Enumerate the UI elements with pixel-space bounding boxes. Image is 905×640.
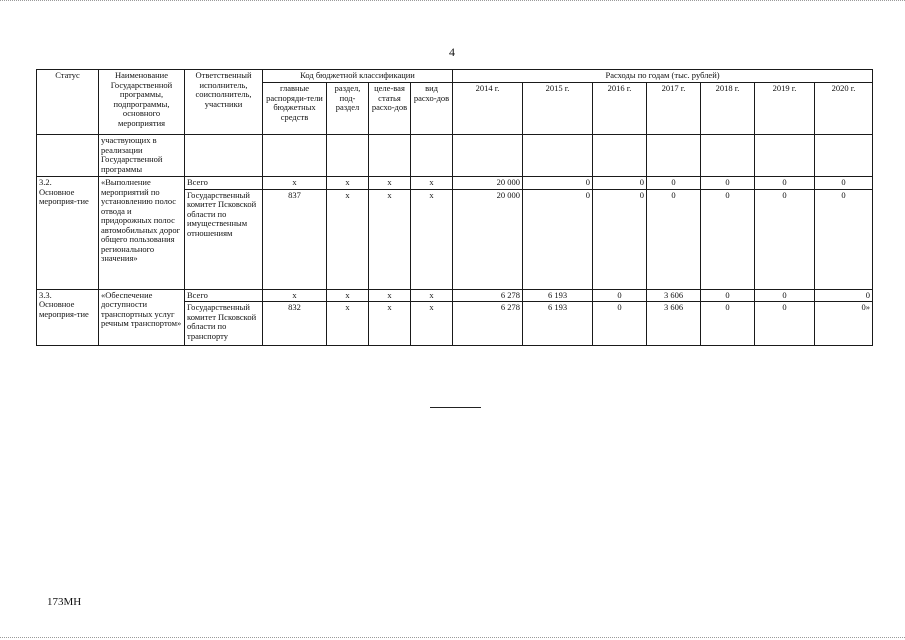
header-year: 2016 г. [593,83,647,135]
kbk-vr: х [411,177,453,190]
value-2020: 0» [815,302,873,346]
budget-table [36,69,873,346]
header-responsible: Ответственный исполнитель, соисполнитель, участники [185,70,263,135]
kbk-csr: х [369,289,411,302]
kbk-grbs: х [263,289,327,302]
header-year: 2018 г. [701,83,755,135]
value-2020: 0 [815,189,873,289]
carryover-row [37,135,873,177]
value-2017: 3 606 [647,302,701,346]
value-2019: 0 [755,302,815,346]
value-2019: 0 [755,177,815,190]
status-number: 3.2. [39,177,52,187]
document-code: 173МН [47,596,82,608]
header-year: 2015 г. [523,83,593,135]
responsible-executor: Государственный комитет Псковской области по имущественным отношениям [185,189,263,289]
kbk-vr: х [411,189,453,289]
value-2018: 0 [701,177,755,190]
header-kbk-rzpr: раздел, под-раздел [327,83,369,135]
header-kbk-vr: вид расхо-дов [411,83,453,135]
kbk-csr: х [369,189,411,289]
status-number: 3.3. [39,289,52,300]
responsible-executor: Государственный комитет Псковской области по транспорту [185,302,263,346]
kbk-rzpr: х [327,177,369,190]
measure-name: «Обеспечение доступности транспортных услуг речным транспортом» [99,289,185,346]
kbk-grbs: 837 [263,189,327,289]
kbk-csr: х [369,177,411,190]
value-2017: 0 [647,177,701,190]
value-2020: 0 [815,177,873,190]
status-cell [37,289,99,346]
value-2015: 6 193 [523,302,593,346]
value-2018: 0 [701,289,755,302]
header-year: 2017 г. [647,83,701,135]
carryover-name: участвующих в реализации Государственной программы [99,135,185,177]
kbk-grbs: 832 [263,302,327,346]
kbk-rzpr: х [327,289,369,302]
header-year: 2019 г. [755,83,815,135]
header-kbk-csr: целе-вая статья расхо-дов [369,83,411,135]
value-2016: 0 [593,289,647,302]
value-2017: 0 [647,189,701,289]
value-2017: 3 606 [647,289,701,302]
value-2020: 0 [815,289,873,302]
carryover-empty [37,135,99,177]
table-row [37,177,873,190]
responsible-total: Всего [185,289,263,302]
status-cell [37,177,99,290]
value-2014: 6 278 [453,289,523,302]
kbk-csr: х [369,302,411,346]
responsible-total: Всего [185,177,263,190]
kbk-rzpr: х [327,189,369,289]
kbk-vr: х [411,302,453,346]
page-edge-bottom [0,637,905,638]
header-name: Наименование Государственной программы, подпрограммы, основного мероприятия [99,70,185,135]
header-status: Статус [37,70,99,135]
status-type: Основное мероприя-тие [39,299,89,319]
table-row [37,289,873,302]
end-divider [430,407,481,408]
value-2016: 0 [593,302,647,346]
header-year: 2020 г. [815,83,873,135]
header-kbk: Код бюджетной классификации [263,70,453,83]
value-2014: 6 278 [453,302,523,346]
kbk-grbs: х [263,177,327,190]
value-2015: 6 193 [523,289,593,302]
value-2015: 0 [523,189,593,289]
header-kbk-grbs: главные распоряди-тели бюджетных средств [263,83,327,135]
kbk-vr: х [411,289,453,302]
value-2016: 0 [593,189,647,289]
page-edge-top [0,0,905,1]
value-2014: 20 000 [453,189,523,289]
header-expenses: Расходы по годам (тыс. рублей) [453,70,873,83]
value-2015: 0 [523,177,593,190]
value-2019: 0 [755,289,815,302]
value-2019: 0 [755,189,815,289]
value-2018: 0 [701,302,755,346]
value-2016: 0 [593,177,647,190]
status-type: Основное мероприя-тие [39,186,89,207]
header-year: 2014 г. [453,83,523,135]
page-number: 4 [449,45,455,59]
value-2018: 0 [701,189,755,289]
value-2014: 20 000 [453,177,523,190]
measure-name: «Выполнение мероприятий по установлению полос отвода и придорожных полос автомобильных дорог общего пользования регионального значения» [99,177,185,290]
kbk-rzpr: х [327,302,369,346]
